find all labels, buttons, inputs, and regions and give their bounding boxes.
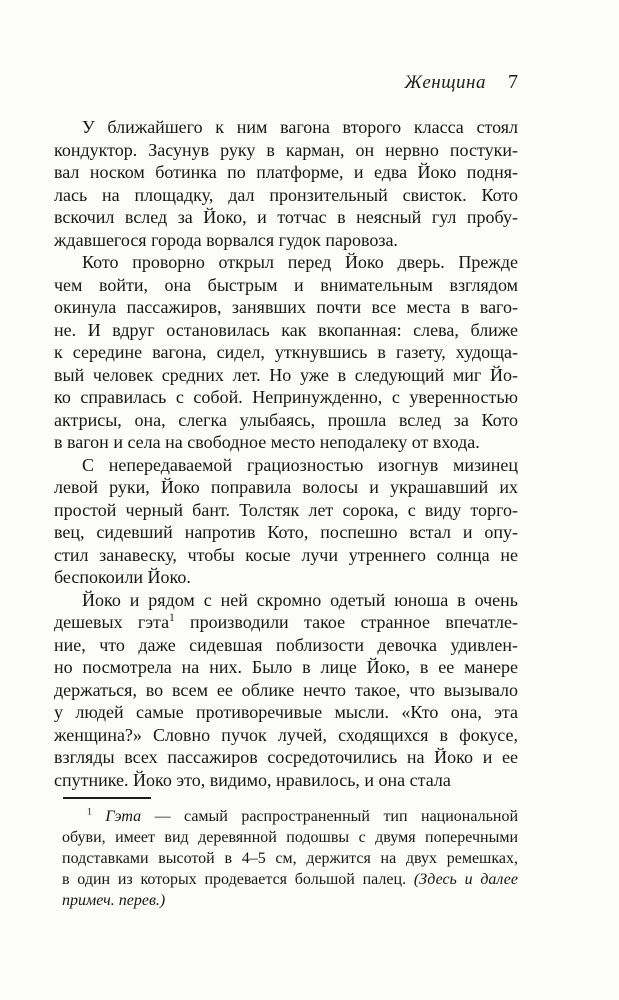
text-segment: обуви, имеет вид деревянной подошвы с двумя поперечными bbox=[62, 829, 518, 846]
text-segment: спутнике. Йоко это, видимо, нравилось, и она стала bbox=[54, 769, 451, 790]
text-segment: но посмотрела на них. Было в лице Йоко, в ее манере bbox=[54, 657, 518, 677]
text-segment: женщина?» Словно пучок лучей, сходящихся в фокусе, bbox=[54, 724, 518, 745]
text-line bbox=[54, 724, 518, 747]
text-line bbox=[54, 544, 518, 567]
text-segment: Кото проворно открыл перед Йоко дверь. Прежде bbox=[82, 252, 518, 272]
text-segment: у людей самые противоречивые мысли. «Кто она, эта bbox=[54, 702, 518, 722]
text-segment: левой руки, Йоко поправила волосы и украшавший их bbox=[54, 477, 518, 497]
text-segment: простой черный бант. Толстяк лет сорока, с виду торго- bbox=[54, 499, 518, 520]
text-line bbox=[54, 521, 518, 544]
text-segment: дешевых гэта bbox=[54, 612, 170, 632]
text-line bbox=[54, 116, 518, 139]
footnote-line bbox=[62, 827, 518, 848]
text-line bbox=[54, 656, 518, 679]
running-header bbox=[54, 71, 518, 94]
text-segment: производили такое странное впечатле- bbox=[174, 612, 518, 632]
text-segment: У ближайшего к ним вагона второго класса стоял bbox=[82, 117, 518, 137]
text-line bbox=[54, 611, 518, 634]
text-segment: в один из которых продевается большой палец. bbox=[62, 871, 414, 888]
text-segment: подставками высотой в 4–5 см, держится на двух ремешках, bbox=[62, 850, 518, 867]
text-segment: Йоко и рядом с ней скромно одетый юноша в очень bbox=[82, 589, 518, 610]
text-line bbox=[54, 229, 518, 252]
footnote-line bbox=[62, 848, 518, 869]
text-segment: ко справилась с собой. Непринужденно, с уверенностью bbox=[54, 387, 518, 407]
footnote-line bbox=[62, 890, 518, 911]
text-line bbox=[54, 701, 518, 724]
text-line bbox=[54, 454, 518, 477]
text-line bbox=[54, 184, 518, 207]
text-segment: вал носком ботинка по платформе, и едва Йоко подня- bbox=[54, 162, 518, 182]
text-segment: вец, сидевший напротив Кото, поспешно встал и опу- bbox=[54, 522, 518, 542]
footnote-reference: 1 bbox=[169, 612, 175, 624]
footnote bbox=[62, 806, 518, 911]
text-line bbox=[54, 206, 518, 229]
page-number: 7 bbox=[508, 71, 518, 93]
paragraph bbox=[54, 589, 518, 792]
text-line bbox=[54, 341, 518, 364]
text-segment: — самый распространенный тип национальной bbox=[141, 808, 519, 825]
text-line bbox=[54, 769, 518, 792]
text-segment: вскочил вслед за Йоко, и тотчас в неясный гул пробу- bbox=[54, 207, 518, 227]
text-line bbox=[54, 161, 518, 184]
text-line bbox=[54, 251, 518, 274]
italic-text: (Здесь и далее bbox=[413, 871, 518, 888]
footnote-line bbox=[62, 806, 518, 827]
footnote-separator bbox=[63, 797, 151, 799]
italic-text: примеч. перев.) bbox=[62, 892, 166, 909]
text-line bbox=[54, 296, 518, 319]
paragraph bbox=[54, 454, 518, 589]
text-segment: беспокоили Йоко. bbox=[54, 567, 191, 587]
footnote-reference: 1 bbox=[87, 806, 92, 818]
text-segment: ждавшегося города ворвался гудок паровоза. bbox=[54, 229, 398, 250]
text-segment: кондуктор. Засунув руку в карман, он нервно постуки- bbox=[54, 139, 518, 160]
text-line bbox=[54, 431, 518, 454]
text-line bbox=[54, 476, 518, 499]
text-line bbox=[54, 589, 518, 612]
body-text bbox=[54, 116, 518, 791]
running-header-title: Женщина bbox=[404, 72, 486, 93]
text-segment: в вагон и села на свободное место неподалеку от входа. bbox=[54, 432, 480, 452]
text-line bbox=[54, 634, 518, 657]
text-segment: чем войти, она быстрым и внимательным взглядом bbox=[54, 274, 518, 295]
text-segment: стил занавеску, чтобы косые лучи утреннего солнца не bbox=[54, 544, 518, 565]
text-line bbox=[54, 499, 518, 522]
text-line bbox=[54, 364, 518, 387]
paragraph bbox=[54, 116, 518, 251]
text-segment: не. И вдруг остановилась как вкопанная: слева, ближе bbox=[54, 319, 518, 340]
text-line bbox=[54, 566, 518, 589]
text-segment: к середине вагона, сидел, уткнувшись в газету, худоща- bbox=[54, 342, 518, 362]
text-segment: вый человек средних лет. Но уже в следующий миг Йо- bbox=[54, 364, 518, 385]
text-segment: ние, что даже сидевшая поблизости девочка удивлен- bbox=[54, 634, 518, 655]
text-line bbox=[54, 139, 518, 162]
text-segment: держаться, во всем ее облике нечто такое, что вызывало bbox=[54, 679, 518, 700]
italic-text: Гэта bbox=[105, 808, 142, 825]
text-line bbox=[54, 386, 518, 409]
text-line bbox=[54, 746, 518, 769]
paragraph bbox=[54, 251, 518, 454]
text-line bbox=[54, 319, 518, 342]
footnote-line bbox=[62, 869, 518, 890]
text-segment: актрисы, она, слегка улыбаясь, прошла вслед за Кото bbox=[54, 409, 518, 430]
text-segment: взгляды всех пассажиров сосредоточились на Йоко и ее bbox=[54, 747, 518, 767]
text-line bbox=[54, 274, 518, 297]
text-line bbox=[54, 679, 518, 702]
text-segment bbox=[92, 808, 105, 825]
text-line bbox=[54, 409, 518, 432]
text-segment: окинула пассажиров, занявших почти все места в ваго- bbox=[54, 297, 518, 317]
text-segment: лась на площадку, дал пронзительный свисток. Кото bbox=[54, 184, 518, 205]
text-segment: С непередаваемой грациозностью изогнув мизинец bbox=[82, 454, 518, 475]
